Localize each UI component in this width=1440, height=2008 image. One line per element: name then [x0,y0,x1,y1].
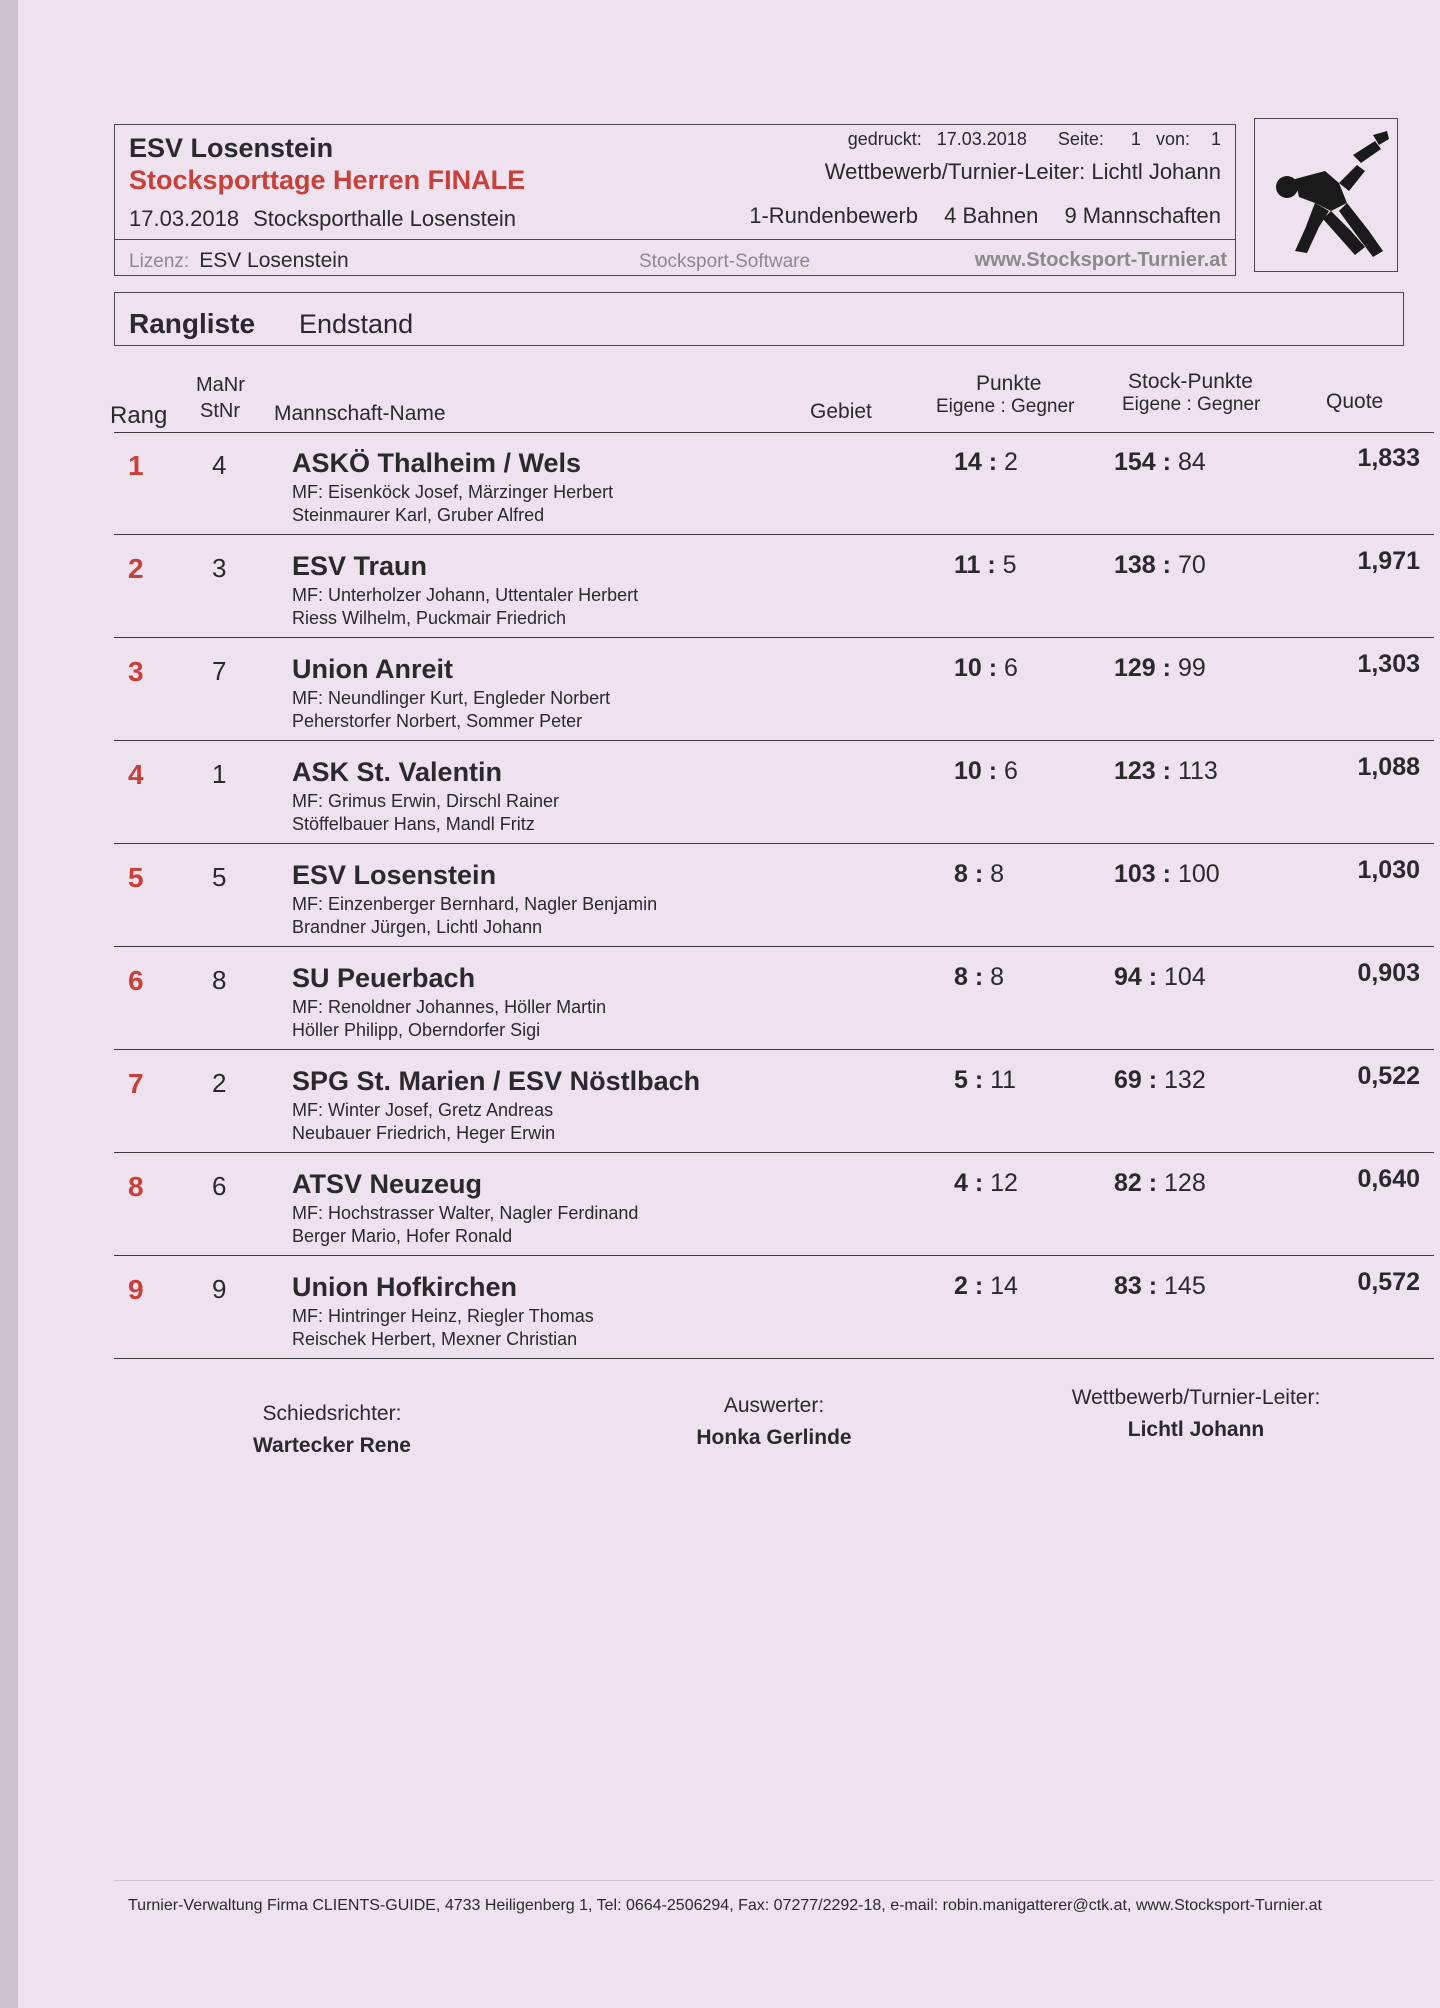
points [954,551,1017,580]
points-own: 10 [954,654,982,682]
players-line-1: MF: Unterholzer Johann, Uttentaler Herbert [292,585,639,605]
players-line-2: Höller Philipp, Oberndorfer Sigi [292,1020,541,1040]
club-name: ESV Losenstein [129,133,334,163]
team-players [292,790,559,836]
stock-own: 154 [1114,448,1156,476]
players-line-2: Neubauer Friedrich, Heger Erwin [292,1123,556,1143]
quote: 1,971 [1357,547,1420,575]
format: 1-Rundenbewerb [749,203,918,228]
event-date-venue [129,206,530,232]
page-number: 1 [1130,129,1141,149]
ranking-table [114,432,1434,1359]
points-own: 5 [954,1066,968,1094]
printed-label: gedruckt: [847,129,922,149]
header-box [114,124,1236,276]
team-name: ASKÖ Thalheim / Wels [292,448,582,478]
players-line-1: MF: Hochstrasser Walter, Nagler Ferdinand [292,1203,639,1223]
team-number: 9 [212,1274,227,1304]
tournament-format [729,203,1221,229]
points-own: 14 [954,448,982,476]
col-rang: Rang [110,402,168,429]
players-line-2: Reischek Herbert, Mexner Christian [292,1329,578,1349]
team-players [292,481,613,527]
software-name: Stocksport-Software [639,251,811,272]
evaluator-signature [664,1394,884,1450]
lanes: 4 Bahnen [944,203,1039,228]
of-label: von: [1155,129,1190,149]
evaluator-label: Auswerter: [723,1394,825,1417]
event-venue: Stocksporthalle Losenstein [253,206,517,231]
rank: 7 [128,1068,144,1099]
stock-opp: 132 [1164,1066,1206,1094]
stock-opp: 104 [1164,963,1206,991]
table-row [114,432,1434,535]
stock-opp: 70 [1177,551,1206,579]
team-players [292,893,657,939]
points-own: 10 [954,757,982,785]
rank: 2 [128,553,144,584]
tournament-leader: Wettbewerb/Turnier-Leiter: Lichtl Johann [824,159,1221,184]
points [954,1066,1016,1095]
team-name: Union Anreit [292,654,453,684]
team-name: ASK St. Valentin [292,757,503,787]
points-sep: : [967,963,991,991]
team-name: ESV Traun [292,551,428,581]
team-players [292,687,610,733]
document-page [18,0,1440,2008]
stock-points [1114,1169,1206,1198]
points-opp: 2 [1004,448,1018,476]
points-opp: 6 [1004,654,1018,682]
header-divider [115,239,1235,240]
quote: 1,088 [1357,753,1420,781]
points-sep: : [967,1272,991,1300]
stock-opp: 84 [1177,448,1206,476]
col-gebiet: Gebiet [810,400,872,423]
title-box [114,292,1404,346]
points [954,1169,1018,1198]
stock-own: 69 [1114,1066,1142,1094]
stock-own: 123 [1114,757,1156,785]
stock-points [1114,757,1218,786]
quote: 1,833 [1357,444,1420,472]
stock-points [1114,448,1206,477]
table-row [114,1256,1434,1359]
points-own: 8 [954,860,968,888]
stock-own: 129 [1114,654,1156,682]
page-label: Seite: [1057,129,1104,149]
stock-opp: 99 [1177,654,1206,682]
page-subtitle: Endstand [299,309,414,339]
stock-points [1114,1272,1206,1301]
players-line-1: MF: Renoldner Johannes, Höller Martin [292,997,607,1017]
team-number: 4 [212,450,227,480]
team-name: ATSV Neuzeug [292,1169,483,1199]
col-stnr: StNr [200,400,240,422]
col-manr: MaNr [196,374,245,396]
team-players [292,584,638,630]
players-line-1: MF: Winter Josef, Gretz Andreas [292,1100,554,1120]
print-info [838,129,1221,150]
referee-signature [222,1402,442,1458]
stock-points [1114,1066,1206,1095]
stock-sep: : [1155,860,1178,888]
curling-player-logo [1254,118,1398,272]
points-opp: 11 [990,1066,1017,1094]
points-opp: 8 [990,963,1005,991]
stock-sep: : [1141,1169,1165,1197]
event-title: Stocksporttage Herren FINALE [129,165,526,195]
evaluator-name: Honka Gerlinde [696,1426,852,1449]
footer: Turnier-Verwaltung Firma CLIENTS-GUIDE, 4733 Heiligenberg 1, Tel: 0664-2506294, Fax: 07277/2292-18, e-mail: robin.manigatterer@ctk.at, www.Stocksport-Turnier.at [114,1880,1434,1930]
players-line-2: Riess Wilhelm, Puckmair Friedrich [292,608,567,628]
points-sep: : [981,654,1005,682]
points-sep: : [981,757,1005,785]
players-line-2: Stöffelbauer Hans, Mandl Fritz [292,814,535,834]
points-sep: : [967,1169,991,1197]
table-row [114,844,1434,947]
team-name: SU Peuerbach [292,963,476,993]
team-number: 1 [212,759,227,789]
team-number: 8 [212,965,227,995]
team-name: Union Hofkirchen [292,1272,518,1302]
stock-sep: : [1141,1066,1165,1094]
points-opp: 12 [990,1169,1018,1197]
col-name: Mannschaft-Name [274,402,446,425]
points-sep: : [980,551,1003,579]
stock-points [1114,860,1220,889]
points [954,860,1004,889]
license-label: Lizenz: [129,251,190,272]
stock-sep: : [1155,551,1178,579]
col-punkte: Punkte [976,372,1042,395]
points-opp: 5 [1002,551,1017,579]
stock-opp: 128 [1164,1169,1206,1197]
points [954,757,1018,786]
points-own: 4 [954,1169,968,1197]
leader-name: Lichtl Johann [1127,1418,1265,1441]
points-sep: : [967,1066,991,1094]
points-own: 2 [954,1272,968,1300]
leader-label: Wettbewerb/Turnier-Leiter: [1071,1386,1321,1409]
team-name: ESV Losenstein [292,860,497,890]
players-line-2: Peherstorfer Norbert, Sommer Peter [292,711,583,731]
points-sep: : [967,860,991,888]
table-row [114,535,1434,638]
players-line-1: MF: Hintringer Heinz, Riegler Thomas [292,1306,594,1326]
table-row [114,1153,1434,1256]
points-own: 8 [954,963,968,991]
stock-own: 138 [1114,551,1156,579]
stock-opp: 100 [1177,860,1220,888]
referee-label: Schiedsrichter: [262,1402,402,1425]
rank: 6 [128,965,144,996]
team-players [292,1305,594,1351]
points-sep: : [981,448,1005,476]
stock-own: 103 [1114,860,1156,888]
players-line-2: Steinmaurer Karl, Gruber Alfred [292,505,545,525]
points-own: 11 [954,551,981,579]
stock-sep: : [1155,448,1178,476]
rank: 8 [128,1171,144,1202]
rank: 4 [128,759,144,790]
table-row [114,638,1434,741]
quote: 0,522 [1357,1062,1420,1090]
table-row [114,1050,1434,1153]
players-line-1: MF: Neundlinger Kurt, Engleder Norbert [292,688,611,708]
stock-own: 82 [1114,1169,1142,1197]
players-line-1: MF: Eisenköck Josef, Märzinger Herbert [292,482,614,502]
page-total: 1 [1210,129,1221,149]
points [954,963,1004,992]
team-number: 7 [212,656,227,686]
rank: 1 [128,450,144,481]
points-opp: 14 [990,1272,1018,1300]
team-number: 6 [212,1171,227,1201]
col-stock-sub: Eigene : Gegner [1122,394,1261,415]
points [954,654,1018,683]
leader-signature [1036,1386,1356,1442]
stock-points [1114,963,1206,992]
stock-own: 94 [1114,963,1142,991]
team-players [292,1202,638,1248]
printed-date: 17.03.2018 [936,129,1027,149]
points-opp: 8 [990,860,1005,888]
rank: 9 [128,1274,144,1305]
players-line-2: Berger Mario, Hofer Ronald [292,1226,513,1246]
table-row [114,741,1434,844]
col-quote: Quote [1326,390,1384,413]
quote: 1,030 [1357,856,1420,884]
team-number: 2 [212,1068,227,1098]
stock-sep: : [1141,1272,1165,1300]
stock-own: 83 [1114,1272,1142,1300]
referee-name: Wartecker Rene [253,1434,411,1457]
stock-opp: 113 [1177,757,1218,785]
col-punkte-sub: Eigene : Gegner [936,396,1075,417]
page-title: Rangliste [129,308,256,339]
team-count: 9 Mannschaften [1064,203,1221,228]
players-line-2: Brandner Jürgen, Lichtl Johann [292,917,543,937]
license [129,249,349,273]
stock-opp: 145 [1164,1272,1206,1300]
stock-points [1114,551,1206,580]
stock-sep: : [1155,757,1178,785]
website-url: www.Stocksport-Turnier.at [974,249,1227,271]
team-players [292,996,606,1042]
rank: 5 [128,862,144,893]
points-opp: 6 [1004,757,1018,785]
team-players [292,1099,555,1145]
stock-sep: : [1141,963,1165,991]
stock-sep: : [1155,654,1178,682]
points [954,1272,1018,1301]
table-row [114,947,1434,1050]
stock-points [1114,654,1206,683]
stock-player-icon [1255,119,1397,271]
quote: 1,303 [1357,650,1420,678]
event-date: 17.03.2018 [129,206,240,231]
players-line-1: MF: Einzenberger Bernhard, Nagler Benjamin [292,894,658,914]
points [954,448,1018,477]
players-line-1: MF: Grimus Erwin, Dirschl Rainer [292,791,560,811]
license-value: ESV Losenstein [199,249,349,272]
quote: 0,903 [1357,959,1420,987]
col-stock: Stock-Punkte [1128,370,1253,393]
team-name: SPG St. Marien / ESV Nöstlbach [292,1066,701,1096]
team-number: 3 [212,553,227,583]
rank: 3 [128,656,144,687]
quote: 0,572 [1357,1268,1420,1296]
team-number: 5 [212,862,227,892]
quote: 0,640 [1357,1165,1420,1193]
